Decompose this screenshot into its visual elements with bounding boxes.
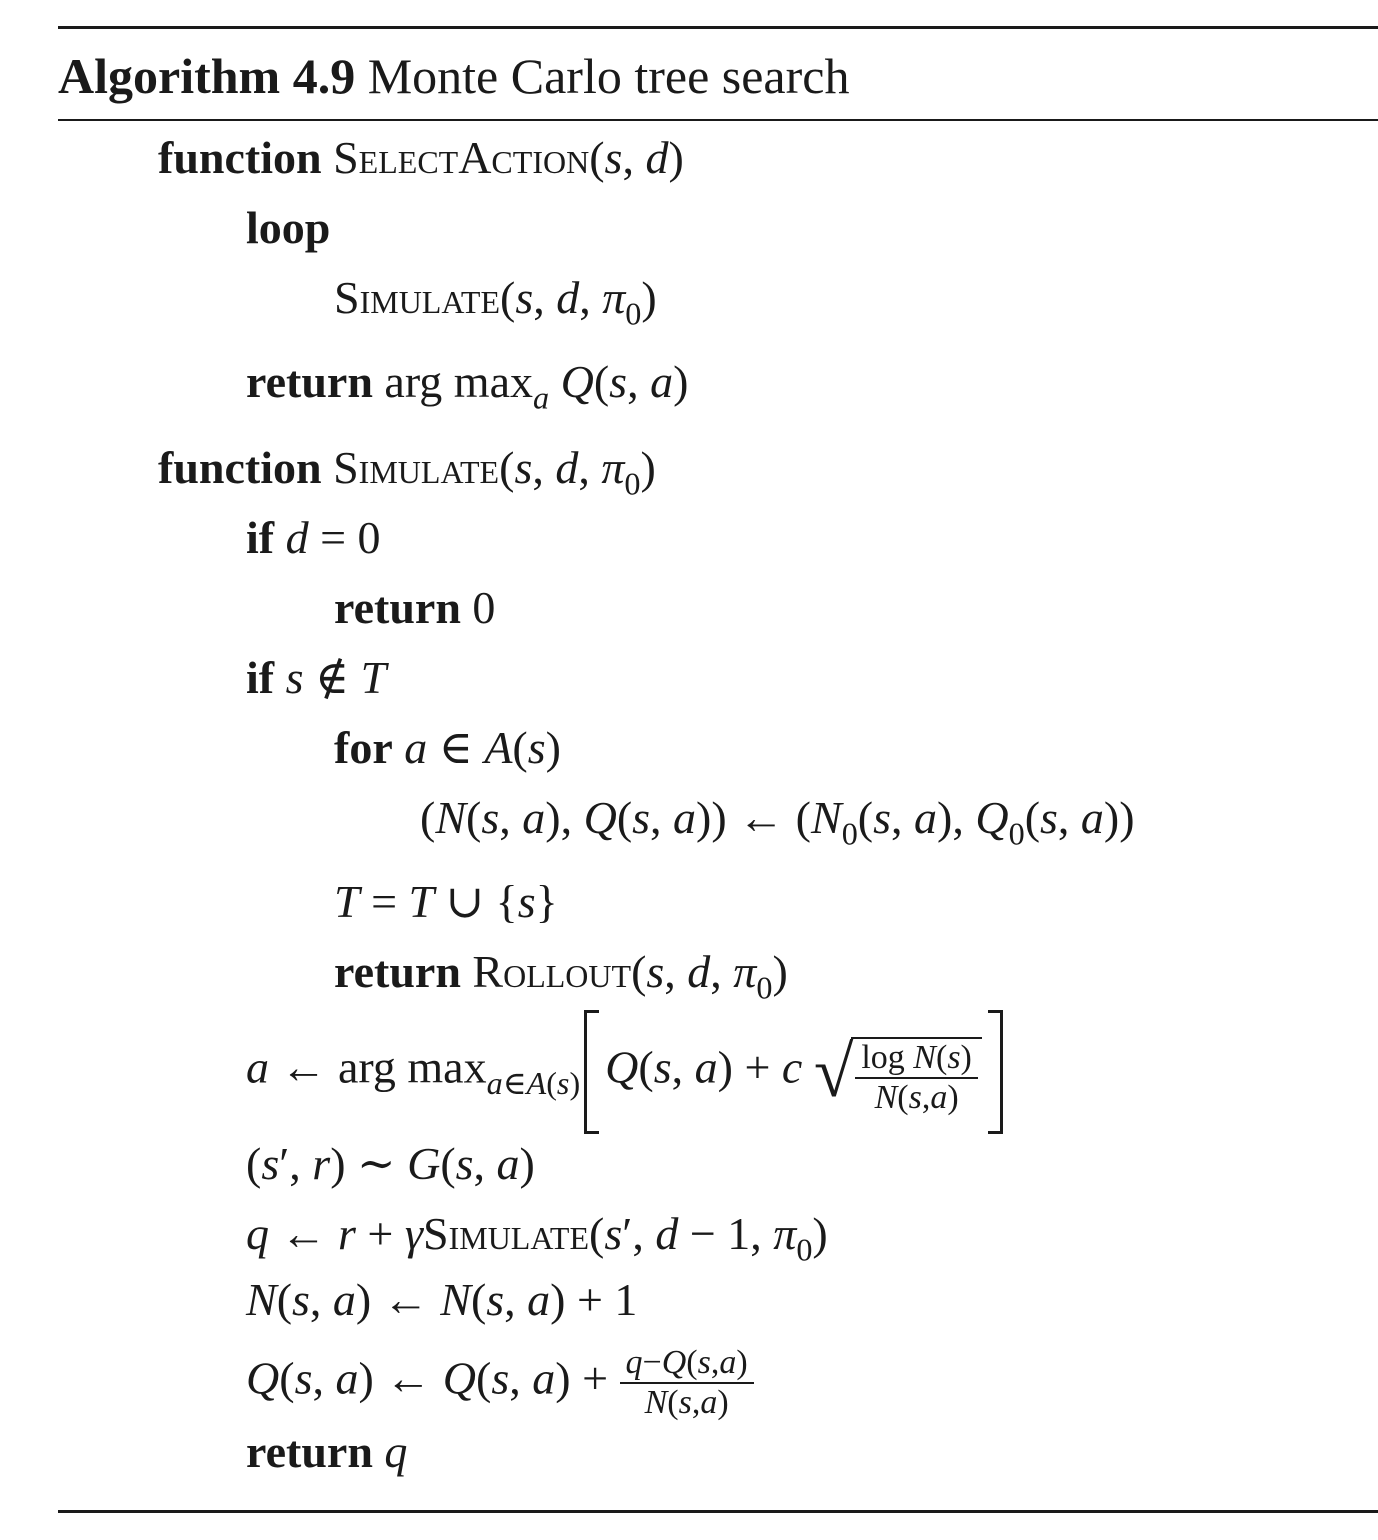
line-code: Q(s, a) ← Q(s, a) + $\frac{q-Q(s,a)}{N(s,a)}$: [246, 1344, 754, 1422]
line-code: a ← arg $\max_{a\in A(s)} Q(s$, a) + c √ $\frac{\text{log N(s)}}{N(s,a)}$: [246, 1010, 1007, 1134]
caption-label: Algorithm 4.9: [58, 48, 356, 104]
square-root: √ $\frac{\text{log N(s)}}{N(s,a)}$: [814, 1027, 982, 1117]
left-bracket: [584, 1010, 599, 1134]
caption-title: Monte Carlo tree search: [367, 48, 850, 104]
line-code: q ← r + γSimulate(s′, d − 1, $\pi_0$): [246, 1208, 828, 1268]
algorithm-caption: [58, 44, 849, 108]
caption-rule: [58, 119, 1378, 121]
line-code: for a ∈ A(s): [334, 722, 561, 773]
line-code: if s ∉ T: [246, 652, 387, 703]
line-code: Simulate(s, d, $\pi_0$): [334, 272, 657, 332]
line-code: return Rollout(s, d, $\pi_0$): [334, 946, 788, 1006]
line-code: (N(s, a), Q(s, a)) ← ($N_0(s$, a), $Q_0(s$, a)): [420, 792, 1135, 852]
line-code: return arg $\max_a Q(s$, a): [246, 356, 689, 416]
line-code: N(s, a) ← N(s, a) + 1: [246, 1274, 638, 1325]
bottom-rule: [58, 1510, 1378, 1513]
update-fraction: $\frac{q-Q(s,a)}{N(s,a)}$: [620, 1344, 754, 1422]
line-code: function Simulate(s, d, $\pi_0$): [158, 442, 656, 502]
sqrt-fraction: $\frac{\text{log N(s)}}{N(s,a)}$: [855, 1039, 978, 1117]
top-rule: [58, 26, 1378, 29]
right-bracket: [988, 1010, 1003, 1134]
line-code: return q: [246, 1426, 408, 1477]
line-code: function SelectAction(s, d): [158, 132, 684, 183]
line-code: (s′, r) ∼ G(s, a): [246, 1138, 535, 1189]
line-code: T = T ∪ {s}: [334, 876, 558, 927]
line-code: return 0: [334, 582, 496, 633]
line-code: if d = 0: [246, 512, 381, 563]
line-code: loop: [246, 202, 331, 253]
